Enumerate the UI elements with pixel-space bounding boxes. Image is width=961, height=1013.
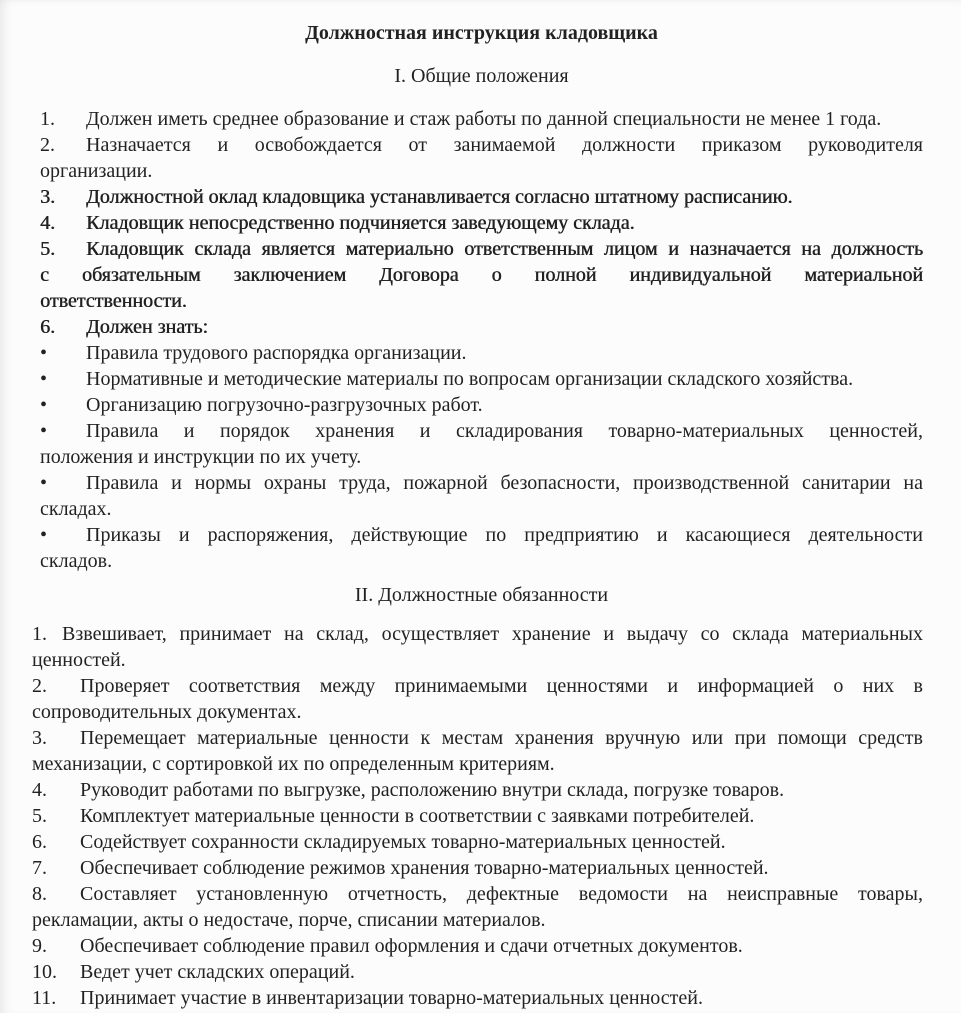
- item-line: [32, 881, 923, 907]
- item-number: 6.: [40, 316, 55, 338]
- item-number: 2.: [40, 134, 55, 156]
- item-line: [40, 522, 923, 548]
- bullet-item: [40, 470, 923, 522]
- section-heading-general: I. Общие положения: [394, 65, 569, 87]
- bullet-marker-icon: •: [40, 472, 48, 494]
- item-line: [40, 184, 923, 210]
- section-heading-duties: II. Должностные обязанности: [354, 584, 609, 606]
- item-text-continuation: складах.: [40, 498, 112, 520]
- numbered-item: [32, 881, 923, 933]
- item-number: 8.: [32, 883, 47, 905]
- numbered-item: [40, 314, 923, 340]
- item-number: 2.: [32, 675, 47, 697]
- numbered-item: [32, 829, 923, 855]
- numbered-item: [32, 803, 923, 829]
- numbered-item: [40, 236, 923, 314]
- item-text: Назначается и освобождается от занимаемой должности приказом руководителя: [86, 134, 923, 156]
- item-text: Организацию погрузочно-разгрузочных работ.: [86, 394, 483, 416]
- numbered-item: [32, 985, 923, 1011]
- item-text: Обеспечивает соблюдение режимов хранения товарно-материальных ценностей.: [80, 857, 769, 879]
- item-number: 1.: [40, 108, 55, 130]
- item-text: Должен иметь среднее образование и стаж работы по данной специальности не менее 1 года.: [86, 108, 882, 130]
- numbered-item: [32, 933, 923, 959]
- bullet-item: [40, 418, 923, 470]
- item-text: Нормативные и методические материалы по вопросам организации складского хозяйства.: [86, 368, 854, 390]
- item-line: [32, 855, 923, 881]
- item-text: Правила и нормы охраны труда, пожарной безопасности, производственной санитарии на: [86, 472, 923, 494]
- item-number: 11.: [32, 987, 57, 1009]
- item-line: [32, 829, 923, 855]
- item-line: [32, 725, 923, 751]
- section-duties: [32, 582, 923, 1011]
- item-text-continuation: механизации, с сортировкой их по определенным критериям.: [32, 753, 555, 775]
- item-line: [32, 621, 923, 647]
- item-text: Правила трудового распорядка организации.: [86, 342, 467, 364]
- item-number: 5.: [32, 805, 47, 827]
- item-text: Кладовщик непосредственно подчиняется заведующему склада.: [86, 212, 635, 234]
- item-text: Приказы и распоряжения, действующие по предприятию и касающиеся деятельности: [86, 524, 923, 546]
- bullet-marker-icon: •: [40, 342, 48, 364]
- item-text: Проверяет соответствия между принимаемыми ценностями и информацией о них в: [80, 675, 923, 697]
- numbered-item: [32, 621, 923, 673]
- item-line: [40, 392, 923, 418]
- item-text-continuation: ответственности.: [40, 290, 187, 312]
- bullet-marker-icon: •: [40, 394, 48, 416]
- item-text: Руководит работами по выгрузке, расположению внутри склада, погрузке товаров.: [80, 779, 785, 801]
- item-text-continuation: организации.: [40, 160, 153, 182]
- item-text: Кладовщик склада является материально ответственным лицом и назначается на должность: [86, 238, 923, 260]
- item-text-continuation: положения и инструкции по их учету.: [40, 446, 362, 468]
- item-text-continuation: складов.: [40, 550, 113, 572]
- item-text: Комплектует материальные ценности в соответствии с заявками потребителей.: [80, 805, 755, 827]
- item-number: 4.: [32, 779, 47, 801]
- item-line: [40, 132, 923, 158]
- bullet-marker-icon: •: [40, 368, 48, 390]
- item-number: 3.: [40, 186, 55, 208]
- item-number: 6.: [32, 831, 47, 853]
- bullet-item: [40, 522, 923, 574]
- item-text: Правила и порядок хранения и складирования товарно-материальных ценностей,: [86, 420, 923, 442]
- bullet-marker-icon: •: [40, 524, 48, 546]
- item-line: [40, 236, 923, 262]
- item-line: [40, 106, 923, 132]
- item-number: 10.: [32, 961, 57, 983]
- numbered-item: [32, 777, 923, 803]
- item-text-continuation: рекламации, акты о недостаче, порче, списании материалов.: [32, 909, 546, 931]
- numbered-item: [32, 725, 923, 777]
- item-text-continuation: ценностей.: [32, 649, 126, 671]
- item-text: Составляет установленную отчетность, дефектные ведомости на неисправные товары,: [80, 883, 923, 905]
- numbered-item: [32, 855, 923, 881]
- numbered-item: [40, 184, 923, 210]
- item-number: 1.: [32, 623, 47, 645]
- bullet-item: [40, 366, 923, 392]
- item-text: Должностной оклад кладовщика устанавливается согласно штатному расписанию.: [86, 186, 793, 208]
- item-text-continuation: сопроводительных документах.: [32, 701, 302, 723]
- duties-list: [32, 621, 923, 1011]
- item-line: [32, 777, 923, 803]
- numbered-item: [40, 106, 923, 132]
- item-text: Взвешивает, принимает на склад, осуществляет хранение и выдачу со склада материальных: [62, 623, 923, 645]
- item-number: 5.: [40, 238, 55, 260]
- item-line: [32, 803, 923, 829]
- item-text: Обеспечивает соблюдение правил оформления и сдачи отчетных документов.: [80, 935, 743, 957]
- item-line: [40, 340, 923, 366]
- numbered-item: [32, 673, 923, 725]
- item-text: Принимает участие в инвентаризации товарно-материальных ценностей.: [80, 987, 703, 1009]
- numbered-item: [40, 132, 923, 184]
- document-title: Должностная инструкция кладовщика: [305, 22, 658, 44]
- bullet-item: [40, 392, 923, 418]
- item-number: 3.: [32, 727, 47, 749]
- item-line: [32, 959, 923, 985]
- item-number: 4.: [40, 212, 55, 234]
- item-line: [32, 985, 923, 1011]
- item-line: [40, 470, 923, 496]
- item-line: [40, 210, 923, 236]
- item-line: [40, 314, 923, 340]
- item-number: 7.: [32, 857, 47, 879]
- item-line: [40, 366, 923, 392]
- item-line: [32, 673, 923, 699]
- item-line: [40, 418, 923, 444]
- bullet-marker-icon: •: [40, 420, 48, 442]
- item-line: [32, 933, 923, 959]
- general-provisions-list: [40, 106, 923, 574]
- numbered-item: [32, 959, 923, 985]
- item-text: Перемещает материальные ценности к местам хранения вручную или при помощи средств: [80, 727, 923, 749]
- bullet-item: [40, 340, 923, 366]
- item-text: Содействует сохранности складируемых товарно-материальных ценностей.: [80, 831, 726, 853]
- item-text: Ведет учет складских операций.: [80, 961, 355, 983]
- numbered-item: [40, 210, 923, 236]
- item-text: Должен знать:: [86, 316, 208, 338]
- item-text-continuation: с обязательным заключением Договора о полной индивидуальной материальной: [40, 264, 923, 286]
- section-general-provisions: [40, 63, 923, 574]
- item-number: 9.: [32, 935, 47, 957]
